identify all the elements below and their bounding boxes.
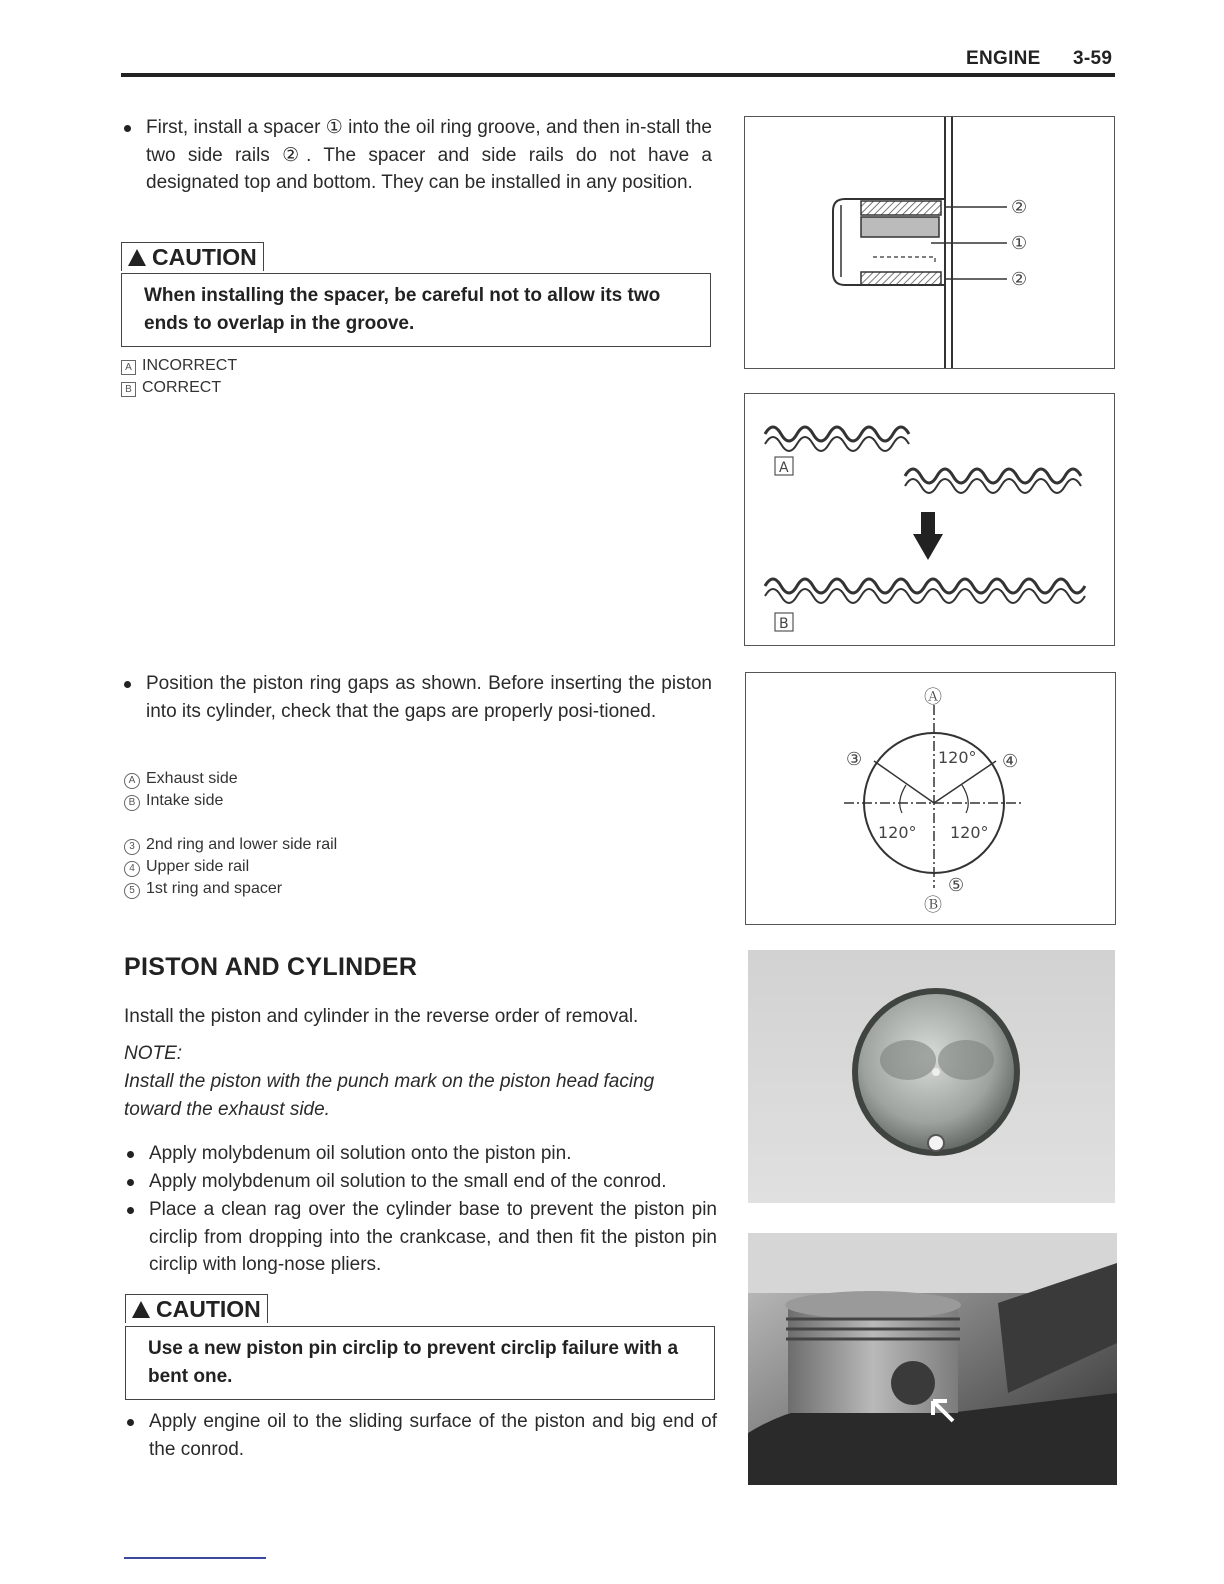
legend-item xyxy=(124,768,238,790)
photo-piston-head xyxy=(748,950,1115,1203)
legend-text: Upper side rail xyxy=(146,858,250,875)
section-intro: Install the piston and cylinder in the reverse order of removal. xyxy=(124,1006,639,1027)
upper-side-rail xyxy=(861,201,941,215)
bullet-text: Position the piston ring gaps as shown. Before inserting the piston into its cylinder, check that the gaps are properly posi-tioned. xyxy=(146,673,712,722)
piston-head-photo xyxy=(748,950,1115,1203)
label-a: A xyxy=(779,460,789,476)
bullet-ring-gaps xyxy=(124,670,712,754)
note-label: NOTE: xyxy=(124,1043,183,1064)
bullet-conrod-oil xyxy=(127,1168,717,1196)
pin-bore xyxy=(891,1361,935,1405)
bullet-dot xyxy=(124,125,131,132)
bullet-dot xyxy=(124,681,131,688)
legend-text: 1st ring and spacer xyxy=(146,880,283,897)
figure-ring-section xyxy=(744,116,1115,369)
ring-gap-diagram xyxy=(746,673,1115,924)
bullet-text: Apply molybdenum oil solution to the small end of the conrod. xyxy=(149,1171,667,1192)
bullet-dot xyxy=(127,1179,134,1186)
figure-spacer-gap xyxy=(744,393,1115,646)
gap-5-label: ⑤ xyxy=(948,875,965,896)
header-rule xyxy=(121,73,1115,77)
callout-2-upper: ② xyxy=(1011,197,1028,218)
gap-4-label: ④ xyxy=(1002,751,1019,772)
bullet-pin-oil xyxy=(127,1140,717,1168)
bullet-text: First, install a spacer ① into the oil ring groove, and then in-stall the two side rails ②. The spacer and side rails do not have a designated top and bottom. They can be installed in any position. xyxy=(146,117,712,193)
gap-3-label: ③ xyxy=(846,749,863,770)
bullet-text: Apply engine oil to the sliding surface of the piston and big end of the conrod. xyxy=(149,1411,717,1460)
angle-right: 120° xyxy=(950,823,989,842)
footer-rule xyxy=(124,1557,266,1559)
legend-key: 5 xyxy=(124,883,140,899)
warning-triangle-icon xyxy=(128,249,146,266)
spacer-wave-correct xyxy=(765,579,1085,593)
lower-side-rail xyxy=(861,272,941,285)
spacer xyxy=(861,217,939,237)
spacer-wave-incorrect-upper xyxy=(765,427,909,441)
legend-ab xyxy=(121,355,237,399)
caution-label-1 xyxy=(121,242,264,271)
photo-piston-install xyxy=(748,1233,1117,1485)
page-number: 3-59 xyxy=(1073,48,1113,69)
spacer-gap-diagram xyxy=(745,394,1114,645)
bullet-dot xyxy=(127,1419,134,1426)
legend-key: 3 xyxy=(124,839,140,855)
bullet-text: Apply molybdenum oil solution onto the piston pin. xyxy=(149,1143,572,1164)
angle-left: 120° xyxy=(878,823,917,842)
legend-text: INCORRECT xyxy=(142,357,238,374)
legend-text: Exhaust side xyxy=(146,770,238,787)
caution-box-2 xyxy=(125,1326,715,1400)
down-arrow-icon xyxy=(913,534,943,560)
section-title: PISTON AND CYLINDER xyxy=(124,953,418,981)
legend-item xyxy=(124,790,238,812)
caution-text: Use a new piston pin circlip to prevent circlip failure with a bent one. xyxy=(148,1338,679,1387)
caution-box-1 xyxy=(121,273,711,347)
legend-key: 4 xyxy=(124,861,140,877)
caution-word: CAUTION xyxy=(156,1296,261,1322)
caution-word: CAUTION xyxy=(152,244,257,270)
bullet-dot xyxy=(127,1151,134,1158)
header-section: ENGINE xyxy=(966,48,1041,69)
legend-key: B xyxy=(121,382,136,397)
bullet-dot xyxy=(127,1207,134,1214)
callout-1: ① xyxy=(1011,233,1028,254)
angle-top: 120° xyxy=(938,748,977,767)
punch-mark-icon xyxy=(928,1135,944,1151)
note-text: Install the piston with the punch mark on the piston head facing toward the exhaust side. xyxy=(124,1071,655,1120)
bullet-engine-oil xyxy=(127,1408,717,1464)
exhaust-mark: Ⓐ xyxy=(924,687,942,708)
ring-section-diagram xyxy=(745,117,1114,368)
warning-triangle-icon xyxy=(132,1301,150,1318)
legend-item xyxy=(121,355,237,377)
legend-key: A xyxy=(121,360,136,375)
caution-label-2 xyxy=(125,1294,268,1323)
legend-text: CORRECT xyxy=(142,379,222,396)
legend-key: B xyxy=(124,795,140,811)
legend-text: Intake side xyxy=(146,792,224,809)
caution-text: When installing the spacer, be careful not to allow its two ends to overlap in the groove. xyxy=(144,285,661,334)
bullet-rag xyxy=(127,1196,717,1280)
bullet-text: Place a clean rag over the cylinder base to prevent the piston pin circlip from dropping into the crankcase, and then fit the piston pin circlip with long-nose pliers. xyxy=(149,1199,717,1275)
intake-mark: Ⓑ xyxy=(924,895,942,916)
legend-item xyxy=(124,878,337,900)
spacer-wave-incorrect-lower xyxy=(905,469,1081,483)
figure-ring-gap-positions xyxy=(745,672,1116,925)
label-b: B xyxy=(779,616,789,632)
legend-item xyxy=(124,834,337,856)
callout-2-lower: ② xyxy=(1011,269,1028,290)
piston-install-photo xyxy=(748,1233,1117,1485)
bullet-spacer xyxy=(124,114,712,226)
legend-text: 2nd ring and lower side rail xyxy=(146,836,338,853)
legend-item xyxy=(124,856,337,878)
legend-key: A xyxy=(124,773,140,789)
legend-item xyxy=(121,377,237,399)
legend-sides xyxy=(124,768,238,812)
legend-rings xyxy=(124,834,337,900)
